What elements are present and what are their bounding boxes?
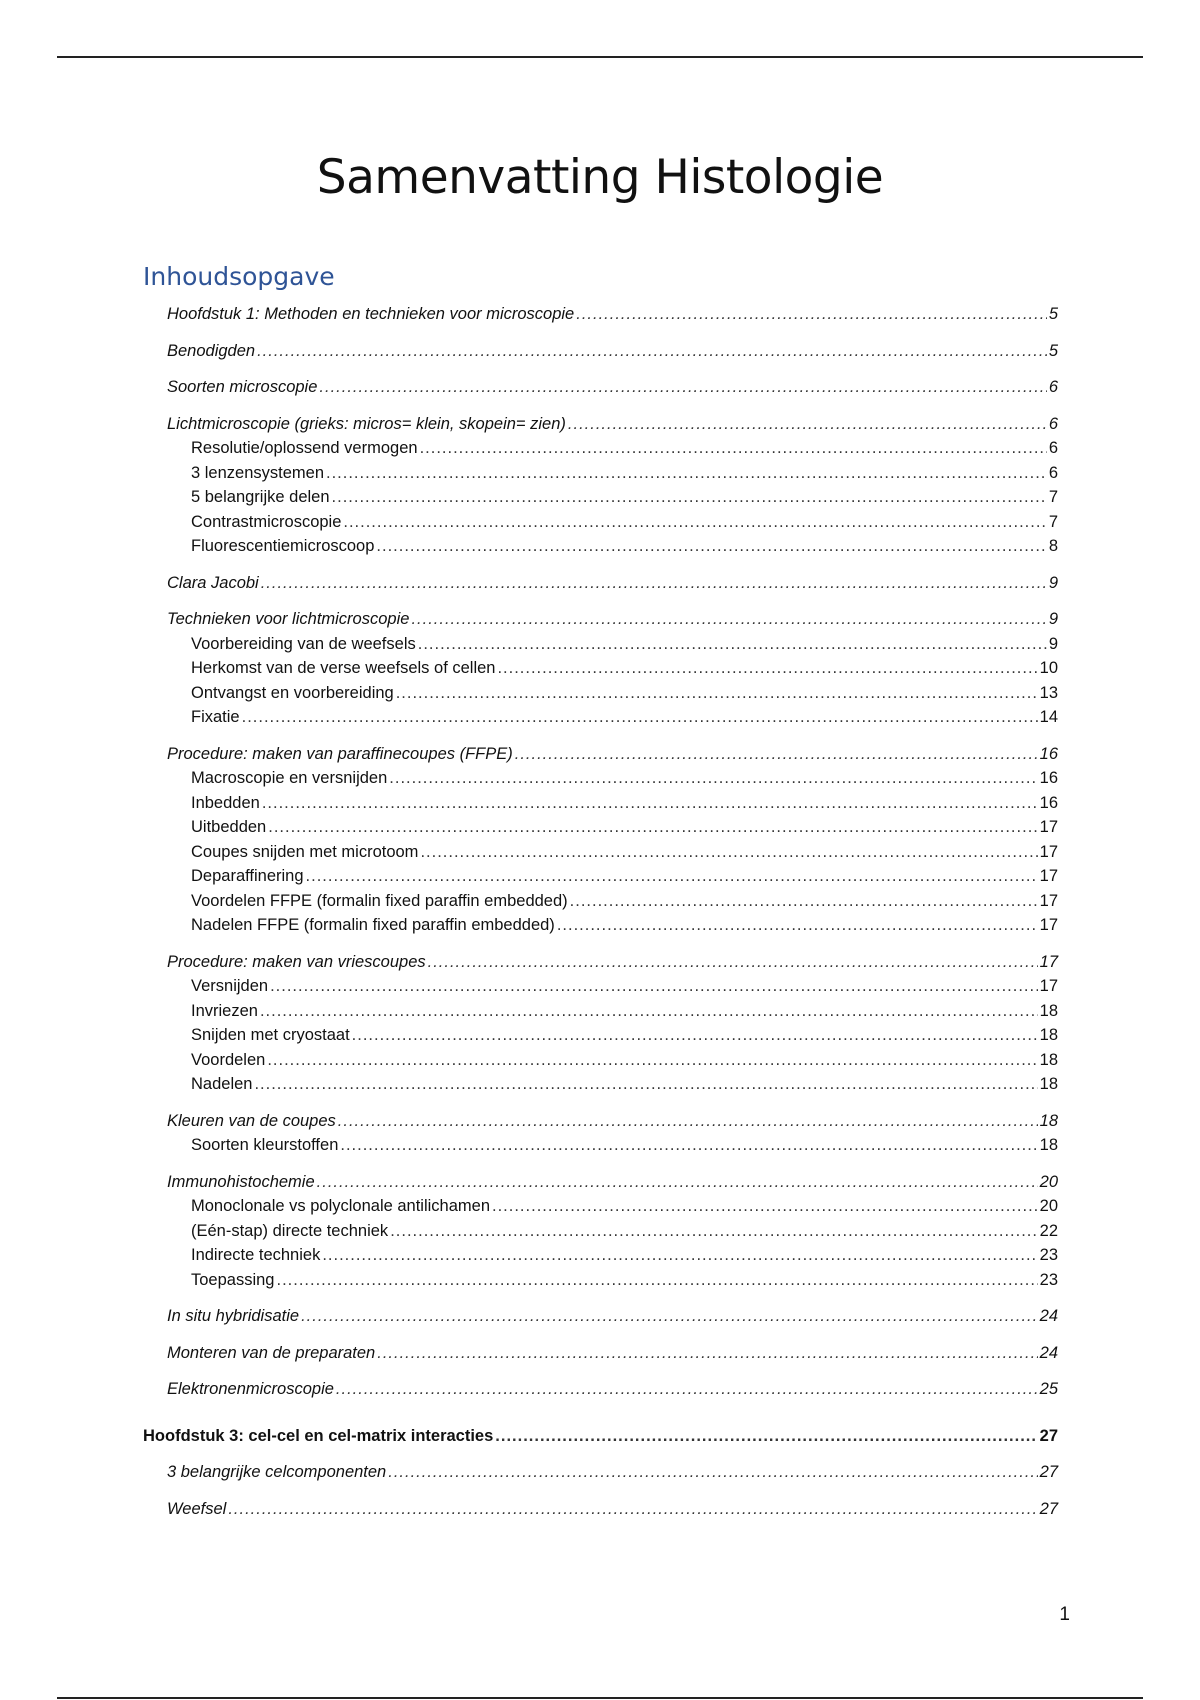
- toc-entry[interactable]: [143, 1377, 1058, 1402]
- toc-entry-page: 17: [1039, 818, 1058, 836]
- toc-entry-label: Voordelen FFPE (formalin fixed paraffin embedded): [191, 891, 568, 910]
- toc-entry-label: Hoofdstuk 1: Methoden en technieken voor microscopie: [167, 305, 575, 323]
- toc-entry[interactable]: [143, 974, 1058, 999]
- toc-entry-label: Fixatie: [191, 708, 240, 726]
- toc-entry[interactable]: [143, 1170, 1058, 1195]
- toc-entry-page: 27: [1039, 1463, 1058, 1481]
- toc-entry-label: Benodigden: [167, 341, 256, 360]
- toc-entry-page: 20: [1039, 1197, 1058, 1215]
- toc-entry[interactable]: [143, 1023, 1058, 1048]
- toc-entry-page: 18: [1039, 1075, 1058, 1093]
- toc-leader: [396, 681, 1038, 706]
- toc-entry-label: Clara Jacobi: [167, 573, 259, 592]
- toc-entry-page: 9: [1048, 610, 1058, 628]
- toc-entry[interactable]: [143, 840, 1058, 865]
- toc-entry-label: Procedure: maken van paraffinecoupes (FFPE): [167, 744, 513, 763]
- toc-entry-label: Elektronenmicroscopie: [167, 1380, 334, 1398]
- toc-entry[interactable]: [143, 656, 1058, 681]
- toc-entry-label: Kleuren van de coupes: [167, 1111, 336, 1130]
- toc-entry-page: 18: [1039, 1050, 1058, 1069]
- toc-entry-page: 6: [1048, 414, 1058, 433]
- page-number: 1: [1059, 1604, 1070, 1625]
- toc-entry[interactable]: [143, 705, 1058, 730]
- toc-entry-label: Technieken voor lichtmicroscopie: [167, 610, 410, 628]
- toc-entry[interactable]: [143, 375, 1058, 400]
- toc-leader: [576, 302, 1047, 327]
- toc-entry-label: Immunohistochemie: [167, 1172, 315, 1191]
- toc-entry-page: 16: [1039, 744, 1058, 763]
- toc-leader: [376, 534, 1046, 559]
- toc-entry[interactable]: [143, 999, 1058, 1024]
- toc-entry-label: (Eén-stap) directe techniek: [191, 1221, 389, 1240]
- toc-entry-page: 5: [1048, 341, 1058, 360]
- toc-leader: [338, 1109, 1038, 1134]
- toc-entry-label: Versnijden: [191, 977, 269, 995]
- toc-leader: [420, 840, 1037, 865]
- toc-entry-label: 5 belangrijke delen: [191, 488, 330, 506]
- toc-entry-label: Nadelen: [191, 1075, 253, 1093]
- toc-leader: [322, 1243, 1037, 1268]
- toc-entry-label: Voordelen: [191, 1050, 266, 1069]
- toc-entry[interactable]: [143, 1048, 1058, 1073]
- toc-entry[interactable]: [143, 1460, 1058, 1485]
- table-of-contents: [143, 302, 1058, 1521]
- toc-leader: [257, 339, 1047, 364]
- toc-entry-label: Herkomst van de verse weefsels of cellen: [191, 659, 496, 677]
- toc-entry-page: 17: [1039, 952, 1058, 971]
- toc-leader: [228, 1497, 1037, 1522]
- toc-entry[interactable]: [143, 302, 1058, 327]
- toc-entry[interactable]: [143, 571, 1058, 596]
- toc-leader: [428, 950, 1038, 975]
- toc-entry[interactable]: [143, 510, 1058, 535]
- toc-leader: [270, 974, 1038, 999]
- toc-entry-page: 24: [1039, 1343, 1058, 1362]
- toc-entry-page: 13: [1039, 683, 1058, 702]
- toc-entry-label: Coupes snijden met microtoom: [191, 842, 419, 861]
- toc-entry[interactable]: [143, 1243, 1058, 1268]
- toc-entry[interactable]: [143, 791, 1058, 816]
- toc-entry-label: Inbedden: [191, 793, 260, 812]
- toc-leader: [254, 1072, 1037, 1097]
- toc-entry[interactable]: [143, 742, 1058, 767]
- toc-entry[interactable]: [143, 485, 1058, 510]
- toc-entry[interactable]: [143, 1109, 1058, 1134]
- toc-entry[interactable]: [143, 1072, 1058, 1097]
- toc-entry-page: 20: [1039, 1172, 1058, 1191]
- toc-leader: [388, 1460, 1037, 1485]
- toc-entry-page: 6: [1048, 439, 1058, 457]
- toc-entry[interactable]: [143, 889, 1058, 914]
- toc-entry-label: Monteren van de preparaten: [167, 1343, 376, 1362]
- footer-rule: [57, 1697, 1143, 1699]
- toc-entry-label: Lichtmicroscopie (grieks: micros= klein, skopein= zien): [167, 414, 566, 433]
- toc-entry-label: 3 lenzensystemen: [191, 463, 324, 482]
- toc-entry-label: Soorten microscopie: [167, 378, 318, 396]
- toc-entry-page: 17: [1039, 977, 1058, 995]
- toc-leader: [495, 1424, 1037, 1449]
- toc-leader: [343, 510, 1046, 535]
- toc-leader: [497, 656, 1037, 681]
- toc-leader: [515, 742, 1038, 767]
- toc-entry-page: 18: [1039, 1001, 1058, 1020]
- toc-leader: [420, 436, 1047, 461]
- toc-entry[interactable]: [143, 436, 1058, 461]
- toc-entry[interactable]: [143, 1133, 1058, 1158]
- toc-entry-page: 7: [1048, 512, 1058, 531]
- toc-entry-page: 24: [1039, 1307, 1058, 1325]
- toc-leader: [340, 1133, 1037, 1158]
- toc-entry[interactable]: [143, 1219, 1058, 1244]
- toc-entry-page: 7: [1048, 488, 1058, 506]
- toc-leader: [418, 632, 1047, 657]
- toc-entry-label: Snijden met cryostaat: [191, 1026, 350, 1044]
- toc-entry[interactable]: [143, 1194, 1058, 1219]
- toc-leader: [389, 766, 1037, 791]
- toc-leader: [326, 461, 1047, 486]
- toc-entry-label: Resolutie/oplossend vermogen: [191, 439, 418, 457]
- toc-entry-page: 27: [1039, 1426, 1058, 1445]
- toc-entry[interactable]: [143, 461, 1058, 486]
- toc-entry-label: Soorten kleurstoffen: [191, 1136, 339, 1154]
- toc-entry-page: 17: [1039, 916, 1058, 934]
- toc-entry-label: Macroscopie en versnijden: [191, 769, 388, 787]
- toc-entry[interactable]: [143, 815, 1058, 840]
- toc-entry[interactable]: [143, 681, 1058, 706]
- toc-entry-label: Monoclonale vs polyclonale antilichamen: [191, 1197, 491, 1215]
- toc-entry-label: Indirecte techniek: [191, 1246, 321, 1264]
- toc-entry[interactable]: [143, 1268, 1058, 1293]
- toc-entry-label: In situ hybridisatie: [167, 1307, 300, 1325]
- toc-leader: [261, 571, 1047, 596]
- toc-entry-page: 27: [1039, 1499, 1058, 1518]
- toc-leader: [352, 1023, 1038, 1048]
- toc-entry-page: 16: [1039, 793, 1058, 812]
- toc-leader: [570, 889, 1038, 914]
- toc-entry[interactable]: [143, 607, 1058, 632]
- toc-leader: [262, 791, 1038, 816]
- toc-leader: [557, 913, 1038, 938]
- toc-entry-page: 9: [1048, 573, 1058, 592]
- toc-entry-page: 16: [1039, 769, 1058, 787]
- toc-leader: [260, 999, 1038, 1024]
- toc-entry-page: 6: [1048, 378, 1058, 396]
- toc-leader: [411, 607, 1046, 632]
- toc-entry[interactable]: [143, 1304, 1058, 1329]
- toc-entry-label: 3 belangrijke celcomponenten: [167, 1463, 387, 1481]
- toc-entry-page: 17: [1039, 891, 1058, 910]
- toc-entry[interactable]: [143, 1341, 1058, 1366]
- toc-leader: [390, 1219, 1037, 1244]
- toc-entry-label: Toepassing: [191, 1270, 275, 1289]
- toc-entry-page: 18: [1039, 1026, 1058, 1044]
- toc-leader: [267, 1048, 1037, 1073]
- toc-leader: [276, 1268, 1037, 1293]
- toc-entry-page: 14: [1039, 708, 1058, 726]
- toc-entry-label: Voorbereiding van de weefsels: [191, 634, 416, 653]
- toc-leader: [306, 864, 1038, 889]
- toc-entry[interactable]: [143, 339, 1058, 364]
- toc-entry-label: Nadelen FFPE (formalin fixed paraffin embedded): [191, 916, 555, 934]
- toc-entry[interactable]: [143, 950, 1058, 975]
- toc-entry[interactable]: [143, 632, 1058, 657]
- toc-leader: [301, 1304, 1038, 1329]
- toc-entry-page: 9: [1048, 634, 1058, 653]
- toc-leader: [377, 1341, 1037, 1366]
- toc-entry[interactable]: [143, 913, 1058, 938]
- toc-entry-page: 5: [1048, 305, 1058, 323]
- toc-entry[interactable]: [143, 534, 1058, 559]
- toc-entry-label: Uitbedden: [191, 818, 267, 836]
- toc-entry[interactable]: [143, 1497, 1058, 1522]
- toc-entry[interactable]: [143, 766, 1058, 791]
- toc-entry-label: Contrastmicroscopie: [191, 512, 342, 531]
- toc-entry-label: Procedure: maken van vriescoupes: [167, 952, 426, 971]
- toc-entry[interactable]: [143, 864, 1058, 889]
- toc-leader: [568, 412, 1047, 437]
- toc-entry-page: 17: [1039, 867, 1058, 885]
- toc-leader: [332, 485, 1047, 510]
- toc-leader: [242, 705, 1038, 730]
- toc-entry-page: 22: [1039, 1221, 1058, 1240]
- toc-entry-label: Ontvangst en voorbereiding: [191, 683, 394, 702]
- toc-entry-label: Deparaffinering: [191, 867, 304, 885]
- toc-entry-page: 8: [1048, 537, 1058, 555]
- toc-heading: Inhoudsopgave: [143, 262, 335, 291]
- toc-entry-label: Weefsel: [167, 1499, 227, 1518]
- toc-entry-page: 18: [1039, 1136, 1058, 1154]
- toc-entry-label: Fluorescentiemicroscoop: [191, 537, 375, 555]
- toc-entry-page: 18: [1039, 1111, 1058, 1130]
- toc-entry[interactable]: [143, 412, 1058, 437]
- toc-leader: [336, 1377, 1038, 1402]
- toc-leader: [492, 1194, 1038, 1219]
- toc-entry-page: 17: [1039, 842, 1058, 861]
- toc-leader: [317, 1170, 1038, 1195]
- toc-entry[interactable]: [143, 1424, 1058, 1449]
- toc-entry-label: Invriezen: [191, 1001, 258, 1020]
- toc-entry-page: 23: [1039, 1246, 1058, 1264]
- header-rule: [57, 56, 1143, 58]
- toc-entry-page: 10: [1039, 659, 1058, 677]
- toc-entry-page: 6: [1048, 463, 1058, 482]
- toc-entry-page: 23: [1039, 1270, 1058, 1289]
- toc-entry-label: Hoofdstuk 3: cel-cel en cel-matrix interacties: [143, 1426, 494, 1445]
- toc-entry-page: 25: [1039, 1380, 1058, 1398]
- document-title: Samenvatting Histologie: [316, 150, 884, 205]
- toc-leader: [319, 375, 1046, 400]
- toc-leader: [268, 815, 1037, 840]
